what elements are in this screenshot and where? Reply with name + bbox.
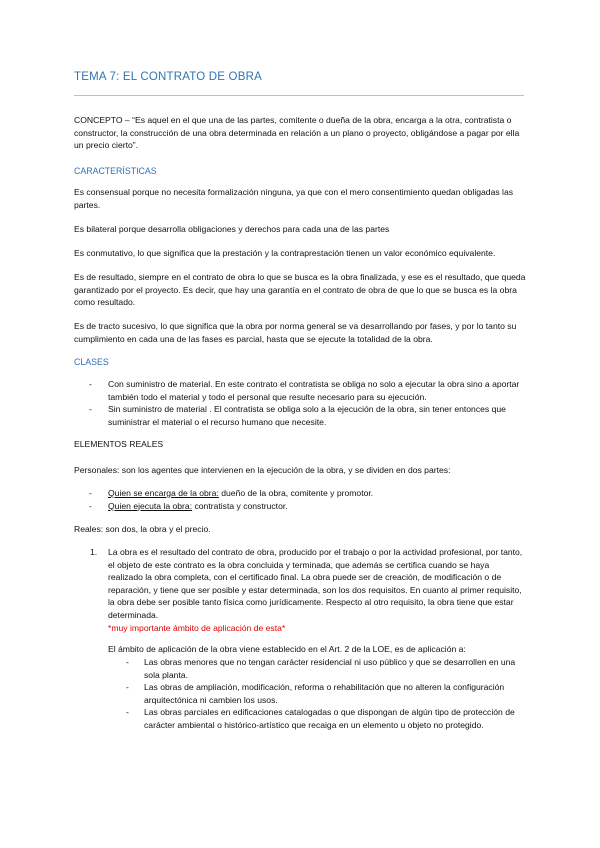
dash-bullet: - bbox=[89, 379, 92, 389]
caracteristica-consensual: Es consensual porque no necesita formalización ninguna, ya que con el mero consentimiento quedan obligadas las partes. bbox=[74, 187, 514, 210]
item-number: 1. bbox=[90, 547, 98, 557]
caracteristica-bilateral: Es bilateral porque desarrolla obligaciones y derechos para cada una de las partes bbox=[74, 224, 390, 234]
list-item bbox=[108, 656, 526, 681]
agente-label-contratista: Quien ejecuta la obra: bbox=[108, 500, 193, 511]
list-item bbox=[108, 681, 526, 706]
caracteristica-resultado: Es de resultado, siempre en el contrato de obra lo que se busca es la obra finalizada, y ese es el resultado, que queda garantizado por el proyecto. Es decir, que hay una garantía en el contrato de obra de que lo que se busca es la obra como resultado. bbox=[74, 272, 526, 308]
ambito-paragraph: El ámbito de aplicación de la obra viene establecido en el Art. 2 de la LOE, es de aplicación a: bbox=[108, 644, 466, 654]
list-item bbox=[74, 378, 526, 403]
agente-text-contratista: contratista y constructor. bbox=[192, 500, 288, 511]
ambito-item-ampliacion: Las obras de ampliación, modificación, reforma o rehabilitación que no alteren la configuración arquitectónica ni cambien los usos. bbox=[144, 682, 505, 705]
list-item bbox=[74, 403, 526, 428]
title-divider bbox=[74, 95, 524, 96]
list-item bbox=[74, 500, 526, 513]
page-title: TEMA 7: EL CONTRATO DE OBRA bbox=[74, 71, 262, 83]
clase-con-suministro: Con suministro de material. En este contrato el contratista se obliga no solo a ejecutar la obra sino a aportar también todo el material y todo el personal que resulte necesario para su ejecución. bbox=[108, 379, 520, 402]
list-item bbox=[108, 706, 526, 731]
caracteristicas-heading: CARACTERÍSTICAS bbox=[74, 166, 157, 176]
concepto-paragraph: CONCEPTO – “Es aquel en el que una de las partes, comitente o dueña de la obra, encarga a la otra, contratista o constructor, la construcción de una obra determinada en relación a un plano o proyecto, obligándose a pagar por ella un precio cierto”. bbox=[74, 115, 520, 151]
agentes-list bbox=[74, 487, 526, 512]
agente-label-dueno: Quien se encarga de la obra: bbox=[108, 488, 219, 498]
dash-bullet: - bbox=[89, 500, 92, 511]
personales-paragraph: Personales: son los agentes que intervienen en la ejecución de la obra, y se dividen en dos partes: bbox=[74, 465, 451, 475]
list-item bbox=[74, 487, 526, 500]
clase-sin-suministro: Sin suministro de material . El contratista se obliga solo a la ejecución de la obra, sin tener entonces que suministrar el material o el recurso humano que necesite. bbox=[108, 404, 506, 427]
reales-paragraph: Reales: son dos, la obra y el precio. bbox=[74, 524, 211, 534]
caracteristica-tracto-sucesivo: Es de tracto sucesivo, lo que significa que la obra por norma general se va desarrollando por fases, y por lo tanto su cumplimiento en cada una de las fases es parcial, hasta que se ejecute la totalidad de la obra. bbox=[74, 321, 517, 344]
clases-heading: CLASES bbox=[74, 357, 109, 367]
elementos-reales-heading: ELEMENTOS REALES bbox=[74, 439, 164, 449]
dash-bullet: - bbox=[89, 404, 92, 415]
obra-paragraph: La obra es el resultado del contrato de obra, producido por el trabajo o por la actividad profesional, por tanto, el objeto de este contrato es la obra concluida y terminada, que además se certifica cuando se haya realizado la obra completa, con el certificado final. La obra puede ser de creación, de modificación o de reparación, y tiene que ser posible y estar determinada, son los dos requisitos. En cuanto al primer requisito, la obra debe ser posible tanto física como jurídicamente. Respecto al otro requisito, la obra tiene que estar determinada. bbox=[108, 547, 523, 620]
dash-bullet: - bbox=[89, 488, 92, 498]
dash-bullet: - bbox=[126, 682, 129, 693]
numbered-item-obra bbox=[74, 546, 526, 634]
agente-text-dueno: dueño de la obra, comitente y promotor. bbox=[218, 488, 374, 498]
ambito-list bbox=[108, 656, 526, 732]
important-note: *muy importante ámbito de aplicación de esta* bbox=[108, 622, 286, 633]
caracteristica-conmutativo: Es conmutativo, lo que significa que la prestación y la contraprestación tienen un valor económico equivalente. bbox=[74, 248, 496, 258]
clases-list bbox=[74, 378, 526, 428]
dash-bullet: - bbox=[126, 707, 129, 718]
ambito-item-parciales: Las obras parciales en edificaciones catalogadas o que dispongan de algún tipo de protección de carácter ambiental o histórico-artístico que recaiga en un elemento u objeto no protegido. bbox=[144, 707, 515, 730]
ambito-item-obras-menores: Las obras menores que no tengan carácter residencial ni uso público y que se desarrollen en una sola planta. bbox=[144, 657, 516, 680]
dash-bullet: - bbox=[126, 657, 129, 667]
